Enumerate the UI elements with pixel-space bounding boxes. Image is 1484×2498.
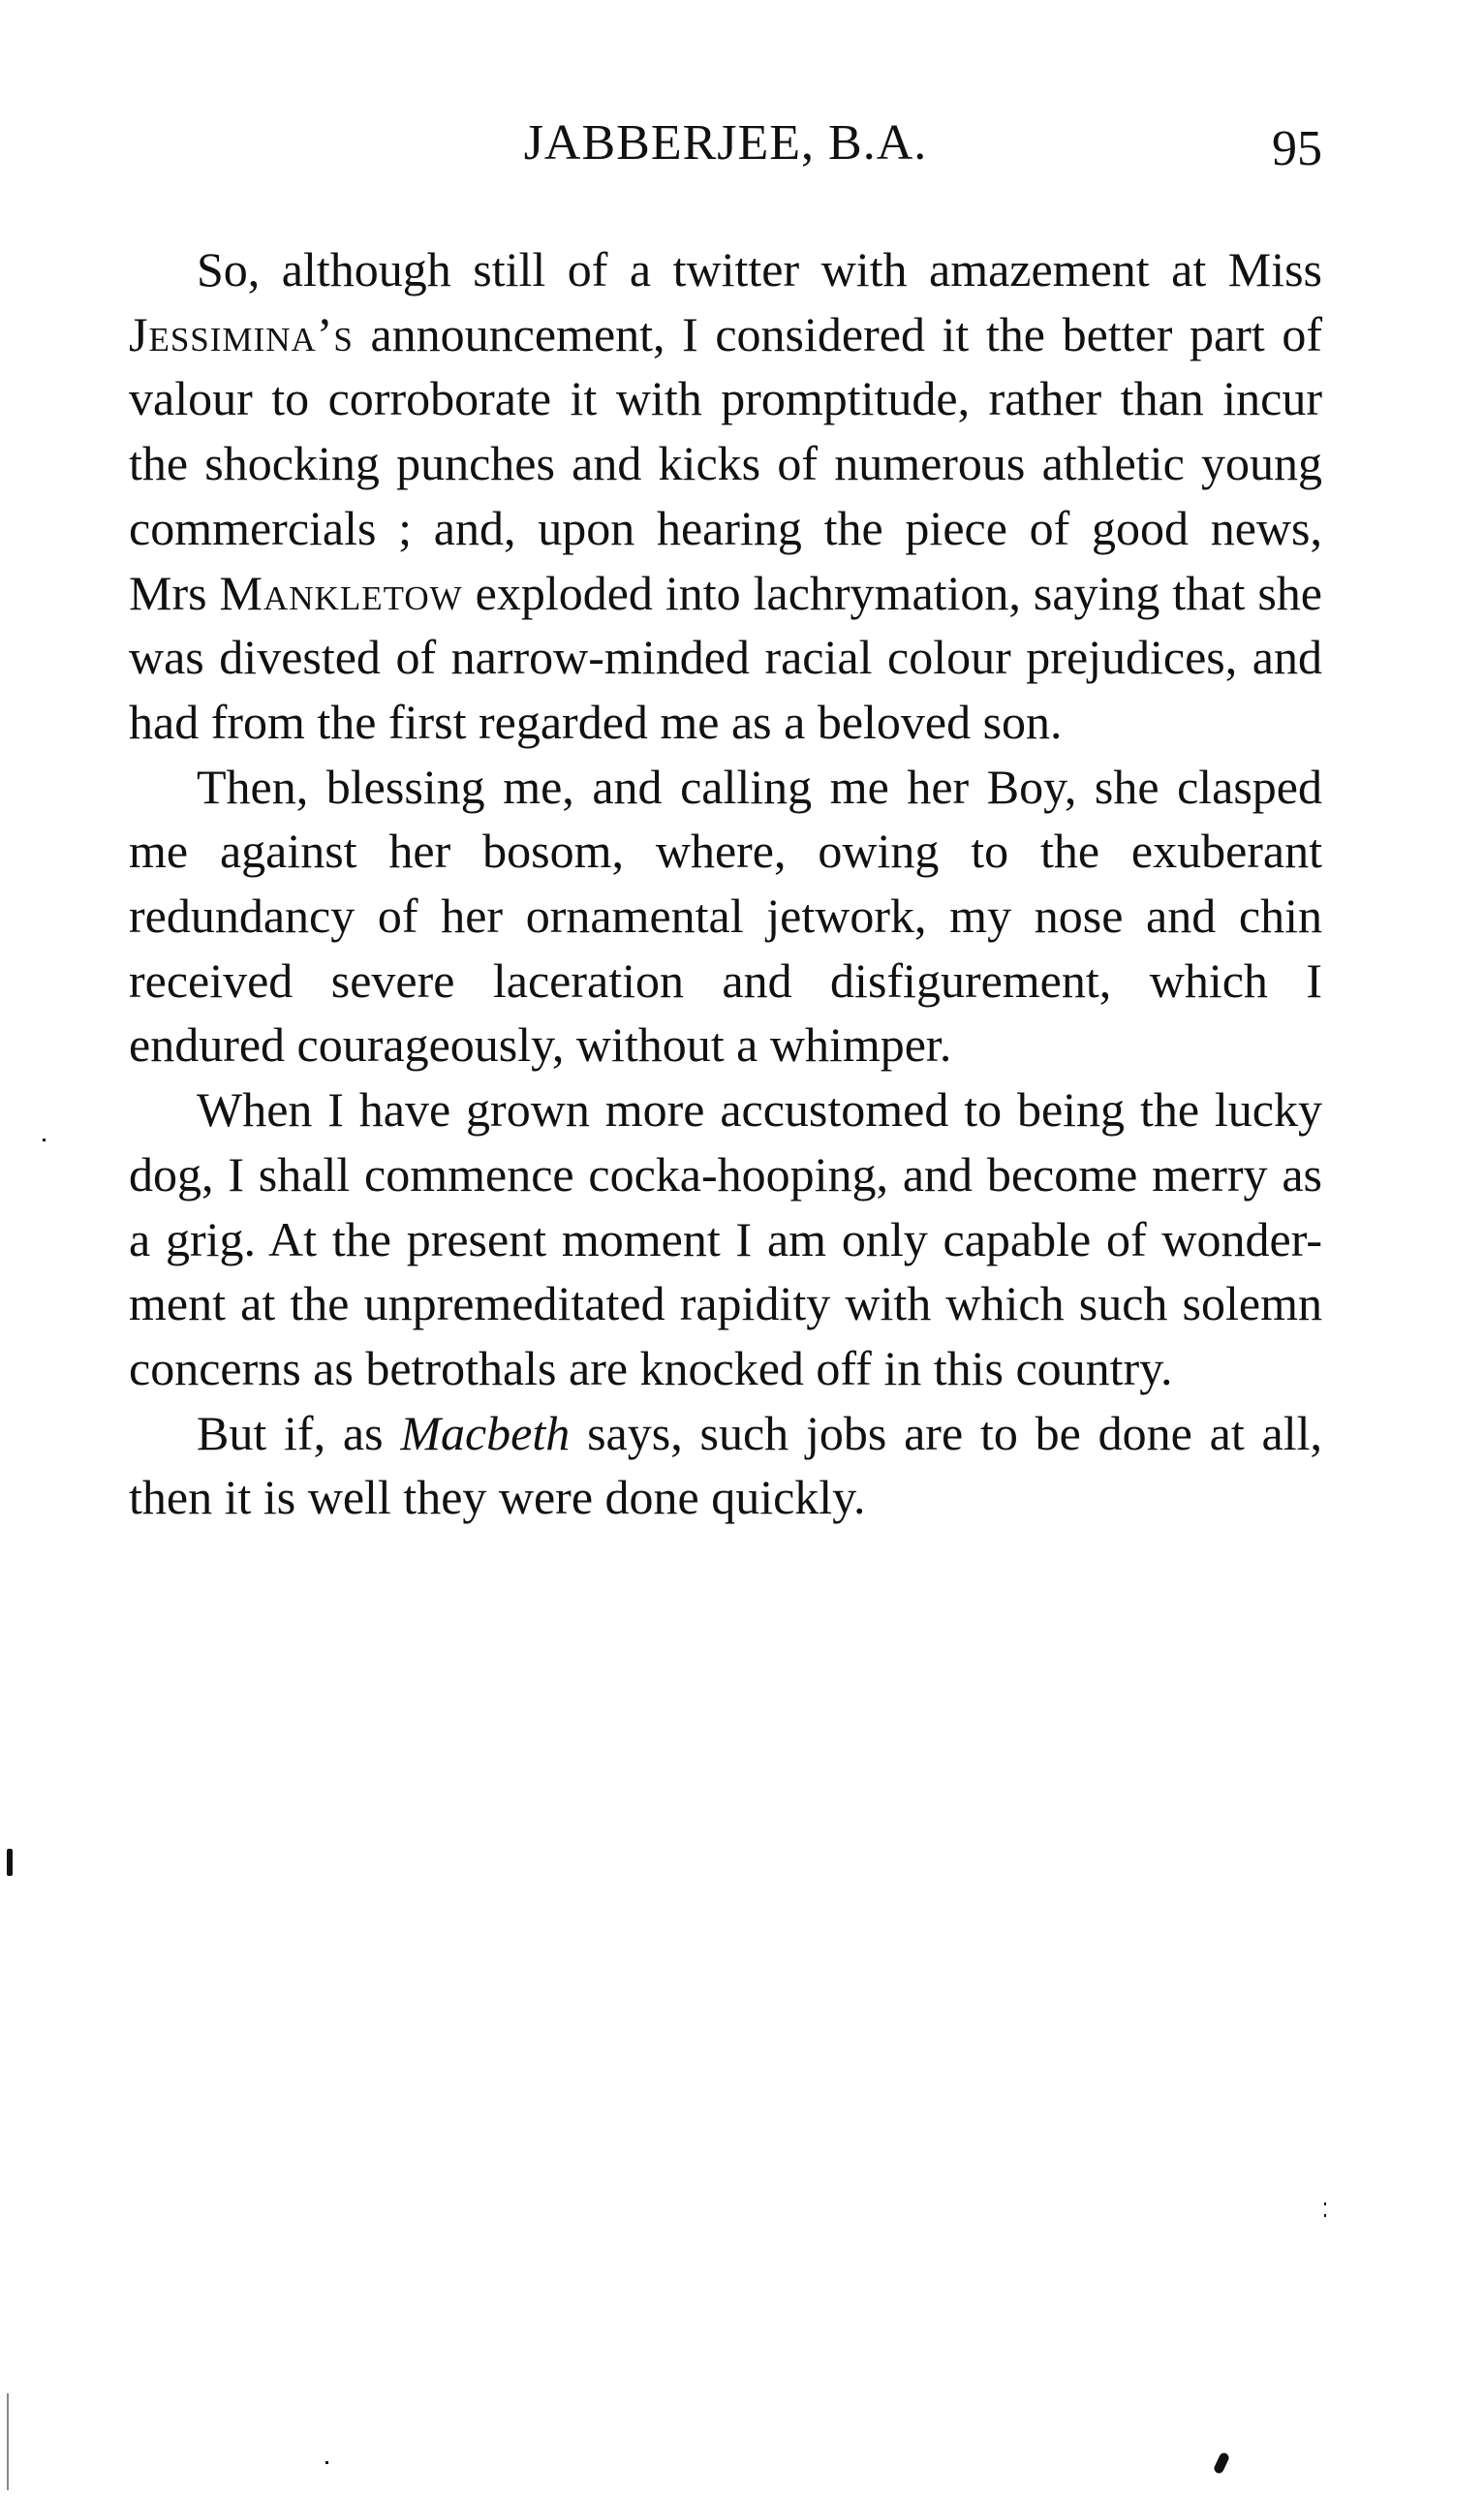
page-header: [129, 114, 1322, 192]
scan-speck: [7, 1849, 13, 1876]
paragraph: [129, 755, 1322, 1078]
text-segment: says, such jobs are to be done at all, then it is well they were done quickly.: [129, 1405, 1322, 1525]
scan-speck: [325, 2461, 328, 2464]
paragraph: [129, 1401, 1322, 1530]
running-title: JABBERJEE, B.A.: [523, 115, 928, 171]
scan-speck: [1324, 2214, 1326, 2217]
scan-speck: [1324, 2202, 1326, 2205]
paragraph: [129, 237, 1322, 755]
text-segment: So, although still of a twitter with amazement at Miss: [197, 242, 1322, 297]
scan-line: [7, 2393, 9, 2490]
paragraph: [129, 1077, 1322, 1401]
character-name: Mankletow: [219, 565, 463, 620]
scan-speck: [1213, 2451, 1230, 2475]
text-segment: Then, blessing me, and calling me her Boy, she clasped me against her bosom, where, owing to the exuberant redundancy of her ornamental jetwork, my nose and chin received severe laceration and disfigurement, which I endured courageously, without a whimper.: [129, 759, 1322, 1073]
character-name: Jessimina’s: [129, 306, 354, 361]
play-title: Macbeth: [400, 1405, 571, 1460]
text-segment: announcement, I considered it the better part of valour to corroborate it with promptitude, rather than incur the shocking punches and kicks of numerous athletic young commercials ; and, upon hearing the piece of good news, Mrs: [129, 306, 1322, 620]
text-segment: When I have grown more accustomed to being the lucky dog, I shall commence cocka-hooping, and become merry as a grig. At the present moment I am only capable of wonder-ment at the unpremeditated rapidity with which such solemn concerns as betrothals are knocked off in this country.: [129, 1082, 1322, 1395]
scan-speck: [43, 1139, 46, 1141]
page-number: 95: [1272, 121, 1322, 176]
body-text: [129, 237, 1322, 1530]
text-segment: But if, as: [197, 1405, 401, 1460]
text-segment: exploded into lachrymation, saying that she was divested of narrow-minded racial colour prejudices, and had from the first regarded me as a beloved son.: [129, 565, 1322, 749]
